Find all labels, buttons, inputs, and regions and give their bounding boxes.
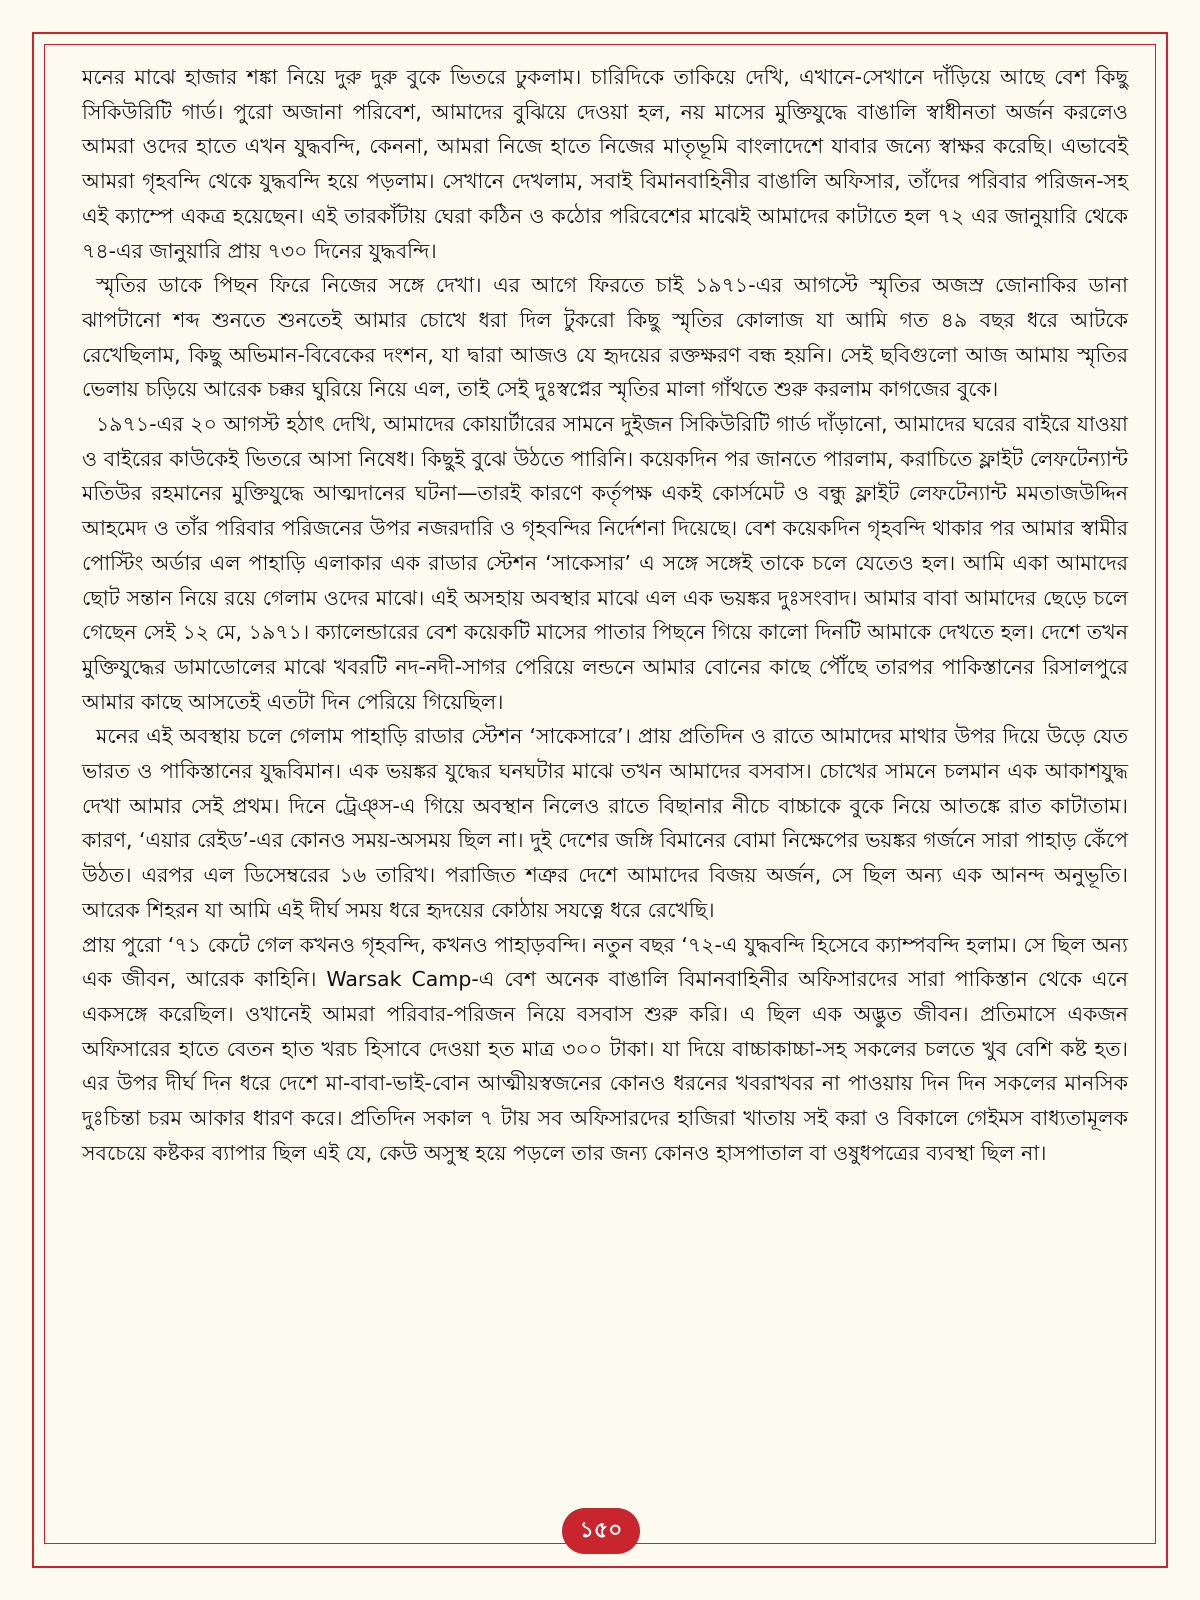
paragraph-4: মনের এই অবস্থায় চলে গেলাম পাহাড়ি রাডার স্টেশন ‘সাকেসারে’। প্রায় প্রতিদিন ও রাতে আমাদের মাথার উপর দিয়ে উড়ে যেত ভারত ও পাকিস্তানের যুদ্ধবিমান। এক ভয়ঙ্কর যুদ্ধের ঘনঘটার মাঝে তখন আমাদের বসবাস। চোখের সামনে চলমান এক আকাশযুদ্ধ দেখা আমার সেই প্রথম। দিনে ট্রেঞ্স-এ গিয়ে অবস্থান নিলেও রাতে বিছানার নীচে বাচ্চাকে বুকে নিয়ে আতঙ্কে রাত কাটাতাম। কারণ, ‘এয়ার রেইড’-এর কোনও সময়-অসময় ছিল না। দুই দেশের জঙ্গি বিমানের বোমা নিক্ষেপের ভয়ঙ্কর গর্জনে সারা পাহাড় কেঁপে উঠত। এরপর এল ডিসেম্বরের ১৬ তারিখ। পরাজিত শত্রুর দেশে আমাদের বিজয় অর্জন, সে ছিল অন্য এক আনন্দ অনুভূতি। আরেক শিহরন যা আমি এই দীর্ঘ সময় ধরে হৃদয়ের কোঠায় সযত্নে ধরে রেখেছি।	[82, 724, 1128, 922]
paragraph-5: প্রায় পুরো ‘৭১ কেটে গেল কখনও গৃহবন্দি, কখনও পাহাড়বন্দি। নতুন বছর ‘৭২-এ যুদ্ধবন্দি হিসেবে ক্যাম্পবন্দি হলাম। সে ছিল অন্য এক জীবন, আরেক কাহিনি। Warsak Camp-এ বেশ অনেক বাঙালি বিমানবাহিনীর অফিসারদের সারা পাকিস্তান থেকে এনে একসঙ্গে করেছিল। ওখানেই আমরা পরিবার-পরিজন নিয়ে বসবাস শুরু করি। এ ছিল এক অদ্ভুত জীবন। প্রতিমাসে একজন অফিসারের হাতে বেতন হাত খরচ হিসাবে দেওয়া হত মাত্র ৩০০ টাকা। যা দিয়ে বাচ্চাকাচ্চা-সহ সকলের চলতে খুব বেশি কষ্ট হত। এর উপর দীর্ঘ দিন ধরে দেশে মা-বাবা-ভাই-বোন আত্মীয়স্বজনের কোনও ধরনের খবরাখবর না পাওয়ায় দিন দিন সকলের মানসিক দুঃচিন্তা চরম আকার ধারণ করে। প্রতিদিন সকাল ৭ টায় সব অফিসারদের হাজিরা খাতায় সই করা ও বিকালে গেইমস বাধ্যতামূলক সবচেয়ে কষ্টকর ব্যাপার ছিল এই যে, কেউ অসুস্থ হয়ে পড়লে তার জন্য কোনও হাসপাতাল বা ওষুধপত্রের ব্যবস্থা ছিল না।	[82, 932, 1128, 1165]
paragraph-2: স্মৃতির ডাকে পিছন ফিরে নিজের সঙ্গে দেখা। এর আগে ফিরতে চাই ১৯৭১-এর আগস্টে স্মৃতির অজস্র জোনাকির ডানা ঝাপটানো শব্দ শুনতে শুনতেই আমার চোখে ধরা দিল টুকরো কিছু স্মৃতির কোলাজ যা আমি গত ৪৯ বছর ধরে আটকে রেখেছিলাম, কিছু অভিমান-বিবেকের দংশন, যা দ্বারা আজও যে হৃদয়ের রক্তক্ষরণ বন্ধ হয়নি। সেই ছবিগুলো আজ আমায় স্মৃতির ভেলায় চড়িয়ে আরেক চক্কর ঘুরিয়ে নিয়ে এল, তাই সেই দুঃস্বপ্নের স্মৃতির মালা গাঁথতে শুরু করলাম কাগজের বুকে।	[82, 273, 1128, 402]
page-number: ১৫০	[579, 1517, 623, 1543]
paragraph-1: মনের মাঝে হাজার শঙ্কা নিয়ে দুরু দুরু বুকে ভিতরে ঢুকলাম। চারিদিকে তাকিয়ে দেখি, এখানে-সেখানে দাঁড়িয়ে আছে বেশ কিছু সিকিউরিটি গার্ড। পুরো অজানা পরিবেশ, আমাদের বুঝিয়ে দেওয়া হল, নয় মাসের মুক্তিযুদ্ধে বাঙালি স্বাধীনতা অর্জন করলেও আমরা ওদের হাতে এখন যুদ্ধবন্দি, কেননা, আমরা নিজে হাতে নিজের মাতৃভূমি বাংলাদেশে যাবার জন্যে স্বাক্ষর করেছি। এভাবেই আমরা গৃহবন্দি থেকে যুদ্ধবন্দি হয়ে পড়লাম। সেখানে দেখলাম, সবাই বিমানবাহিনীর বাঙালি অফিসার, তাঁদের পরিবার পরিজন-সহ এই ক্যাম্পে একত্র হয়েছেন। এই তারকাঁটায় ঘেরা কঠিন ও কঠোর পরিবেশের মাঝেই আমাদের কাটাতে হল ৭২ এর জানুয়ারি থেকে ৭৪-এর জানুয়ারি প্রায় ৭৩০ দিনের যুদ্ধবন্দি।	[82, 65, 1128, 263]
article-body	[82, 60, 1128, 1171]
paragraph-3: ১৯৭১-এর ২০ আগস্ট হঠাৎ দেখি, আমাদের কোয়ার্টারের সামনে দুইজন সিকিউরিটি গার্ড দাঁড়ানো, আমাদের ঘরের বাইরে যাওয়া ও বাইরের কাউকেই ভিতরে আসা নিষেধ। কিছুই বুঝে উঠতে পারিনি। কয়েকদিন পর জানতে পারলাম, করাচিতে ফ্লাইট লেফটেন্যান্ট মতিউর রহমানের মুক্তিযুদ্ধে আত্মদানের ঘটনা—তারই কারণে কর্তৃপক্ষ একই কোর্সমেট ও বন্ধু ফ্লাইট লেফটেন্যান্ট মমতাজউদ্দিন আহমেদ ও তাঁর পরিবার পরিজনের উপর নজরদারি ও গৃহবন্দির নির্দেশনা দিয়েছে। বেশ কয়েকদিন গৃহবন্দি থাকার পর আমার স্বামীর পোস্টিং অর্ডার এল পাহাড়ি এলাকার এক রাডার স্টেশন ‘সাকেসার’ এ সঙ্গে সঙ্গেই তাকে চলে যেতেও হল। আমি একা আমাদের ছোট সন্তান নিয়ে রয়ে গেলাম ওদের মাঝে। এই অসহায় অবস্থার মাঝে এল এক ভয়ঙ্কর দুঃসংবাদ। আমার বাবা আমাদের ছেড়ে চলে গেছেন সেই ১২ মে, ১৯৭১। ক্যালেন্ডারের বেশ কয়েকটি মাসের পাতার পিছনে গিয়ে কালো দিনটি আমাকে দেখতে হল। দেশে তখন মুক্তিযুদ্ধের ডামাডোলের মাঝে খবরটি নদ-নদী-সাগর পেরিয়ে লন্ডনে আমার বোনের কাছে পৌঁছে তারপর পাকিস্তানের রিসালপুরে আমার কাছে আসতেই এতটা দিন পেরিয়ে গিয়েছিল।	[82, 412, 1129, 714]
page-number-badge	[562, 1508, 640, 1554]
